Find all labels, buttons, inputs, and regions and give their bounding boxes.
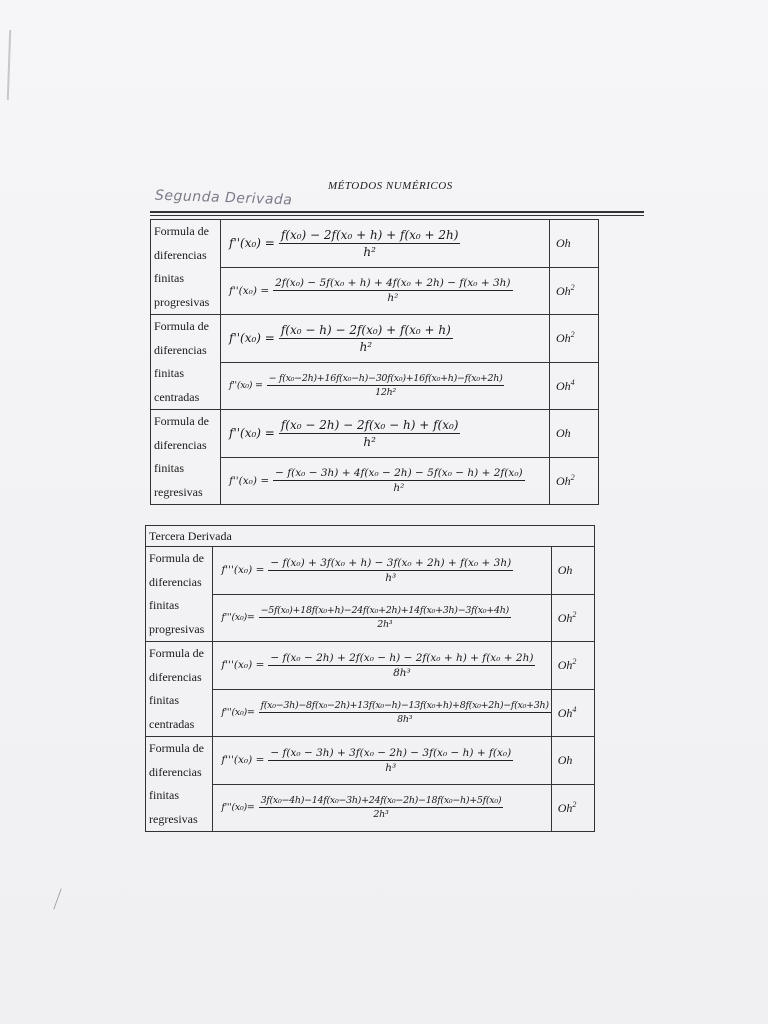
error-order: Oh (550, 220, 599, 268)
formula-cell: f'''(x₀)= $\frac{\text{f(x₀−3h)−8f(x₀−2h)+13f(x₀−h)−13f(x₀+h)+8f(x₀+2h)−f(x₀+3h)}}{\text{8h³}}$ (213, 689, 551, 737)
formula-cell: f'''(x₀) = $\frac{\text{− f(x₀) + 3f(x₀ + h) − 3f(x₀ + 2h) + f(x₀ + 3h)}}{\text{h³}}$ (213, 547, 551, 595)
formula-cell: f'''(x₀)= $\frac{\text{−5f(x₀)+18f(x₀+h)−24f(x₀+2h)+14f(x₀+3h)−3f(x₀+4h)}}{\text{2h³}}$ (213, 594, 551, 642)
error-order: Oh$^4$ (551, 689, 594, 737)
method-label: Formula de diferencias finitas progresivas (146, 547, 213, 642)
table-title-row (146, 526, 595, 547)
method-label: Formula de diferencias finitas regresivas (146, 737, 213, 832)
formula-cell: f''(x₀) = $\frac{\text{− f(x₀ − 3h) + 4f(x₀ − 2h) − 5f(x₀ − h) + 2f(x₀)}}{\text{h²}}$ (221, 457, 550, 505)
table-row (146, 547, 595, 595)
error-order: Oh$^2$ (550, 267, 599, 315)
formula-cell: f''(x₀) = $\frac{\text{2f(x₀) − 5f(x₀ + h) + 4f(x₀ + 2h) − f(x₀ + 3h)}}{\text{h²}}$ (221, 267, 550, 315)
table-row (151, 410, 599, 458)
formula-cell: f'''(x₀)= $\frac{\text{3f(x₀−4h)−14f(x₀−3h)+24f(x₀−2h)−18f(x₀−h)+5f(x₀)}}{\text{2h³}}$ (213, 784, 551, 832)
second-derivative-table (150, 219, 599, 505)
table-row (146, 737, 595, 785)
formula-cell: f''(x₀) = $\frac{\text{f(x₀ − 2h) − 2f(x₀ − h) + f(x₀)}}{\text{h²}}$ (221, 410, 550, 458)
method-label: Formula de diferencias finitas progresivas (151, 220, 221, 315)
formula-cell: f''(x₀) = $\frac{\text{f(x₀) − 2f(x₀ + h) + f(x₀ + 2h)}}{\text{h²}}$ (221, 220, 550, 268)
formula-cell: f'''(x₀) = $\frac{\text{− f(x₀ − 2h) + 2f(x₀ − h) − 2f(x₀ + h) + f(x₀ + 2h)}}{\text{8h³}}$ (213, 642, 551, 690)
header-rule (150, 211, 644, 213)
error-order: Oh$^2$ (551, 594, 594, 642)
method-label: Formula de diferencias finitas centradas (151, 315, 221, 410)
error-order: Oh$^2$ (550, 457, 599, 505)
table-title: Tercera Derivada (146, 526, 595, 547)
header-rule-thin (150, 215, 644, 216)
error-order: Oh (551, 737, 594, 785)
method-label: Formula de diferencias finitas centradas (146, 642, 213, 737)
handwritten-note: Segunda Derivada (154, 187, 293, 209)
table-row (146, 689, 595, 737)
table-row (146, 784, 595, 832)
formula-cell: f''(x₀) = $\frac{\text{f(x₀ − h) − 2f(x₀) + f(x₀ + h)}}{\text{h²}}$ (221, 315, 550, 363)
error-order: Oh$^2$ (551, 784, 594, 832)
error-order: Oh$^2$ (550, 315, 599, 363)
error-order: Oh (551, 547, 594, 595)
table-row (151, 315, 599, 363)
error-order: Oh (550, 410, 599, 458)
table-row (146, 642, 595, 690)
method-label: Formula de diferencias finitas regresivas (151, 410, 221, 505)
error-order: Oh$^4$ (550, 362, 599, 410)
table-row (146, 594, 595, 642)
third-derivative-table (145, 525, 595, 832)
formula-cell: f''(x₀) = $\frac{\text{− f(x₀−2h)+16f(x₀−h)−30f(x₀)+16f(x₀+h)−f(x₀+2h)}}{\text{12h²}}$ (221, 362, 550, 410)
error-order: Oh$^2$ (551, 642, 594, 690)
formula-cell: f'''(x₀) = $\frac{\text{− f(x₀ − 3h) + 3f(x₀ − 2h) − 3f(x₀ − h) + f(x₀)}}{\text{h³}}$ (213, 737, 551, 785)
page-header: MÉTODOS NUMÉRICOS (328, 180, 453, 192)
table-row (151, 220, 599, 268)
